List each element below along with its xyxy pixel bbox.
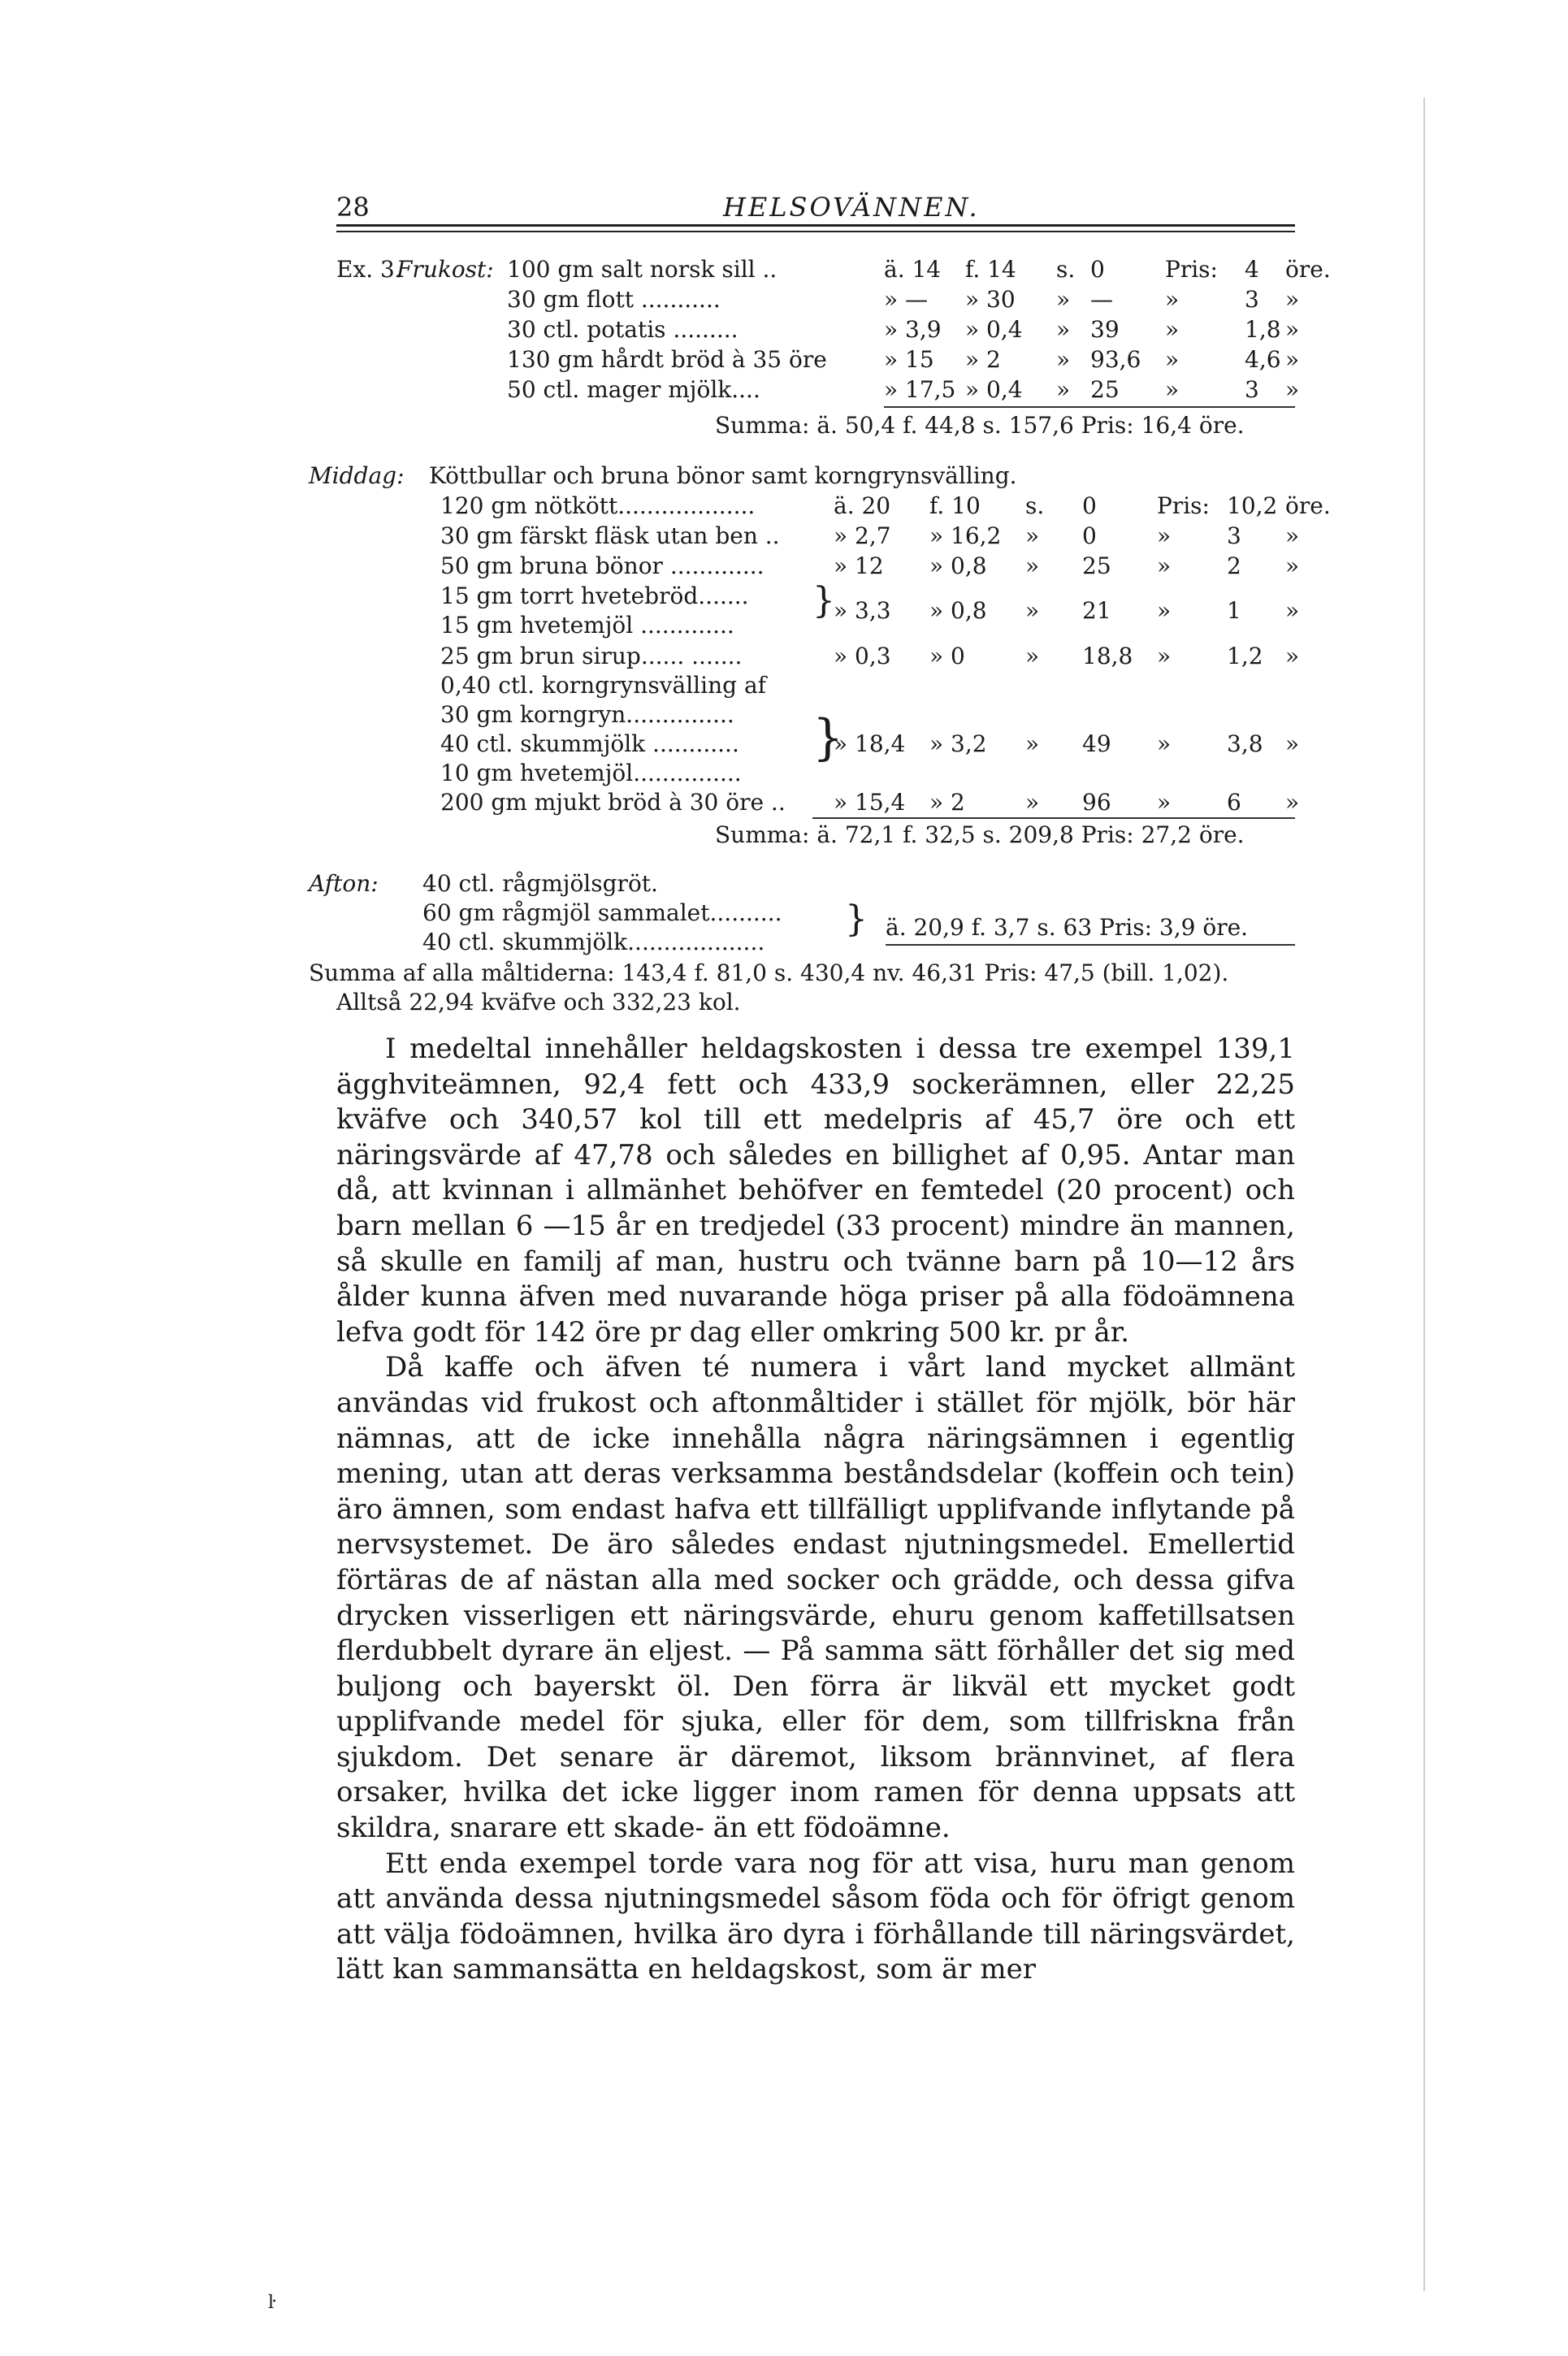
- col-s: »: [1025, 522, 1040, 549]
- meal-label-middag: Middag:: [309, 462, 405, 489]
- col-p: Pris:: [1165, 256, 1218, 283]
- col-p: »: [1157, 597, 1172, 624]
- col-s: »: [1025, 643, 1040, 669]
- col-p: »: [1165, 346, 1180, 373]
- item: 200 gm mjukt bröd à 30 öre ..: [440, 789, 786, 816]
- item: 50 gm bruna bönor .............: [440, 552, 765, 579]
- col-s: »: [1056, 346, 1071, 373]
- col-u: »: [1285, 522, 1300, 549]
- col-p: »: [1165, 376, 1180, 403]
- col-u: »: [1285, 597, 1300, 624]
- col-f: » 16,2: [929, 522, 1002, 549]
- col-v: 4,6: [1245, 346, 1281, 373]
- col-f: f. 14: [965, 256, 1016, 283]
- afton-result-text: ä. 20,9 f. 3,7 s. 63 Pris: 3,9 öre.: [886, 914, 1249, 941]
- frukost-sum-rule: [884, 406, 1295, 408]
- col-n: 0: [1082, 522, 1097, 549]
- middag-title: Köttbullar och bruna bönor samt korngrynsvälling.: [429, 462, 1017, 489]
- col-a: ä. 14: [884, 256, 942, 283]
- item: 130 gm hårdt bröd à 35 öre: [507, 346, 827, 373]
- item: 60 gm rågmjöl sammalet..........: [422, 899, 782, 926]
- col-p: »: [1165, 316, 1180, 343]
- col-a: » 17,5: [884, 376, 956, 403]
- summa-text: Summa: ä. 72,1 f. 32,5 s. 209,8 Pris: 27,2 öre.: [715, 821, 1245, 848]
- totals-text-2: Alltså 22,94 kväfve och 332,23 kol.: [336, 989, 741, 1016]
- item: 10 gm hvetemjöl...............: [440, 760, 742, 786]
- item: 25 gm brun sirup...... .......: [440, 643, 743, 669]
- col-s: »: [1025, 552, 1040, 579]
- brace-icon: }: [812, 580, 835, 621]
- col-s: »: [1056, 316, 1071, 343]
- stray-mark: ŀ: [268, 2293, 275, 2313]
- col-p: »: [1157, 522, 1172, 549]
- meal-label-frukost: Frukost:: [396, 256, 494, 283]
- col-f: f. 10: [929, 492, 981, 519]
- col-u: »: [1285, 316, 1300, 343]
- item: 15 gm torrt hvetebröd.......: [440, 583, 749, 609]
- col-u: »: [1285, 643, 1300, 669]
- col-v: 1,8: [1245, 316, 1281, 343]
- col-p: »: [1165, 286, 1180, 313]
- meal-label-afton: Afton:: [309, 870, 379, 897]
- col-u: »: [1285, 286, 1300, 313]
- col-u: »: [1285, 376, 1300, 403]
- middag-row-1: [336, 492, 1331, 521]
- afton-sum-rule: [886, 944, 1295, 946]
- col-a: » —: [884, 286, 929, 313]
- body-text: [336, 1032, 1295, 1988]
- col-v: 3,8: [1227, 730, 1263, 757]
- middag-group2-values: [336, 730, 1311, 759]
- totals-line-2: [336, 988, 1068, 1017]
- col-p: »: [1157, 552, 1172, 579]
- col-n: 49: [1082, 730, 1111, 757]
- running-head: HELSOVÄNNEN.: [723, 192, 980, 223]
- middag-row-2: [336, 522, 1311, 551]
- col-v: 1,2: [1227, 643, 1263, 669]
- col-f: » 0: [929, 643, 965, 669]
- summa-text: Summa: ä. 50,4 f. 44,8 s. 157,6 Pris: 16,4 öre.: [715, 412, 1245, 439]
- col-f: » 0,4: [965, 376, 1023, 403]
- item: 120 gm nötkött...................: [440, 492, 756, 519]
- afton-item-1: [336, 899, 905, 928]
- col-s: »: [1025, 789, 1040, 816]
- col-a: » 15,4: [834, 789, 906, 816]
- middag-group2-item-1: [336, 700, 824, 730]
- col-a: » 18,4: [834, 730, 906, 757]
- col-u: »: [1285, 346, 1300, 373]
- col-u: öre.: [1285, 492, 1331, 519]
- item: 30 gm färskt fläsk utan ben ..: [440, 522, 780, 549]
- item: 15 gm hvetemjöl .............: [440, 612, 734, 639]
- middag-valling-title: [336, 671, 905, 700]
- frukost-row-1: [336, 255, 1331, 284]
- col-u: öre.: [1285, 256, 1331, 283]
- totals-line-1: [309, 959, 1308, 988]
- col-s: »: [1056, 286, 1071, 313]
- col-v: 3: [1227, 522, 1241, 549]
- afton-item-2: [336, 928, 905, 957]
- col-p: »: [1157, 643, 1172, 669]
- col-s: s.: [1056, 256, 1076, 283]
- valling-title: 0,40 ctl. korngrynsvälling af: [440, 672, 766, 699]
- col-s: »: [1025, 730, 1040, 757]
- frukost-row-2: [336, 285, 1311, 314]
- brace-icon: }: [812, 709, 844, 766]
- paragraph: I medeltal innehåller heldagskosten i dessa tre exempel 139,1 ägghviteämnen, 92,4 fett och 433,9 sockerämnen, eller 22,25 kväfve och 340,57 kol till ett medelpris af 45,7 öre och ett näringsvärde af 47,78 och således en billighet af 0,95. Antar man då, att kvinnan i allmänhet behöfver en femtedel (20 procent) och barn mellan 6 —15 år en tredjedel (33 procent) mindre än mannen, så skulle en familj af man, hustru och tvänne barn på 10—12 års ålder kunna äfven med nuvarande höga priser på alla födoämnena lefva godt för 142 öre pr dag eller omkring 500 kr. pr år.: [336, 1033, 1295, 1349]
- middag-summa: [715, 821, 1300, 850]
- col-p: »: [1157, 789, 1172, 816]
- col-f: » 30: [965, 286, 1016, 313]
- page-header: [336, 192, 1295, 227]
- col-f: » 0,4: [965, 316, 1023, 343]
- middag-row-3: [336, 552, 1311, 581]
- col-n: 25: [1090, 376, 1120, 403]
- col-v: 1: [1227, 597, 1241, 624]
- col-a: » 2,7: [834, 522, 891, 549]
- col-f: » 0,8: [929, 597, 987, 624]
- col-v: 4: [1245, 256, 1259, 283]
- col-f: » 3,2: [929, 730, 987, 757]
- col-n: —: [1090, 286, 1113, 313]
- paragraph: Ett enda exempel torde vara nog för att visa, huru man genom att använda dessa njutningsmedel såsom föda och för öfrigt genom att välja födoämnen, hvilka äro dyra i förhållande till näringsvärdet, lätt kan sammansätta en heldagskost, som är mer: [336, 1847, 1295, 1986]
- item: 30 gm korngryn...............: [440, 701, 734, 728]
- frukost-summa: [715, 411, 1300, 440]
- col-a: » 3,3: [834, 597, 891, 624]
- col-s: »: [1056, 376, 1071, 403]
- afton-title-row: [309, 869, 1040, 899]
- col-f: » 2: [929, 789, 965, 816]
- item: 30 ctl. potatis .........: [507, 316, 739, 343]
- middag-sum-rule: [812, 817, 1295, 819]
- middag-row-sirup: [336, 642, 1311, 671]
- brace-icon: }: [845, 899, 868, 940]
- col-s: s.: [1025, 492, 1045, 519]
- item: 30 gm flott ...........: [507, 286, 721, 313]
- col-a: » 15: [884, 346, 934, 373]
- col-s: »: [1025, 597, 1040, 624]
- col-n: 93,6: [1090, 346, 1141, 373]
- col-n: 0: [1090, 256, 1105, 283]
- frukost-row-4: [336, 345, 1311, 375]
- col-a: » 3,9: [884, 316, 942, 343]
- paragraph: Då kaffe och äfven té numera i vårt land mycket allmänt användas vid frukost och aftonmåltider i stället för mjölk, bör här nämnas, att de icke innehålla några näringsämnen i egentlig mening, utan att deras verksamma beståndsdelar (koffein och tein) äro ämnen, som endast hafva ett tillfälligt upplifvande inflytande på nervsystemet. De äro således endast njutningsmedel. Emellertid förtäras de af nästan alla med socker och grädde, och dessa gifva drycken visserligen ett näringsvärde, ehuru genom kaffetillsatsen flerdubbelt dyrare än eljest. — På samma sätt förhåller det sig med buljong och bayerskt öl. Den förra är likväl ett mycket godt upplifvande medel för sjuka, eller för dem, som tillfriskna från sjukdom. Det senare är däremot, liksom brännvinet, af flera orsaker, hvilka det icke ligger inom ramen för denna uppsats att skildra, snarare ett skade- än ett födoämne.: [336, 1351, 1295, 1845]
- col-v: 3: [1245, 376, 1259, 403]
- col-a: » 0,3: [834, 643, 891, 669]
- col-n: 39: [1090, 316, 1120, 343]
- col-f: » 2: [965, 346, 1001, 373]
- col-u: »: [1285, 789, 1300, 816]
- col-n: 18,8: [1082, 643, 1133, 669]
- col-n: 21: [1082, 597, 1111, 624]
- col-v: 3: [1245, 286, 1259, 313]
- col-n: 0: [1082, 492, 1097, 519]
- item: 100 gm salt norsk sill ..: [507, 256, 778, 283]
- col-a: » 12: [834, 552, 884, 579]
- col-u: »: [1285, 730, 1300, 757]
- frukost-row-3: [336, 315, 1311, 344]
- col-p: »: [1157, 730, 1172, 757]
- item: 50 ctl. mager mjölk....: [507, 376, 760, 403]
- middag-group2-item-3: [336, 759, 824, 788]
- page-number: 28: [336, 192, 370, 223]
- example-label: Ex. 3.: [336, 256, 402, 283]
- middag-title-row: [309, 461, 1300, 491]
- col-v: 6: [1227, 789, 1241, 816]
- col-v: 2: [1227, 552, 1241, 579]
- item: 40 ctl. skummjölk...................: [422, 929, 765, 955]
- col-u: »: [1285, 552, 1300, 579]
- middag-row-brod: [336, 788, 1311, 817]
- frukost-row-5: [336, 375, 1311, 405]
- col-a: ä. 20: [834, 492, 891, 519]
- col-f: » 0,8: [929, 552, 987, 579]
- header-rule-thin: [336, 231, 1295, 232]
- col-p: Pris:: [1157, 492, 1210, 519]
- middag-group1-values: [336, 596, 1311, 626]
- afton-title: 40 ctl. rågmjölsgröt.: [422, 870, 658, 897]
- page-edge-line: [1423, 97, 1425, 2291]
- totals-text: Summa af alla måltiderna: 143,4 f. 81,0 s. 430,4 nv. 46,31 Pris: 47,5 (bill. 1,02).: [309, 959, 1229, 986]
- col-n: 25: [1082, 552, 1111, 579]
- afton-result: [886, 913, 1308, 942]
- col-v: 10,2: [1227, 492, 1278, 519]
- header-rule-thick: [336, 224, 1295, 227]
- item: 40 ctl. skummjölk ............: [440, 730, 739, 757]
- col-n: 96: [1082, 789, 1111, 816]
